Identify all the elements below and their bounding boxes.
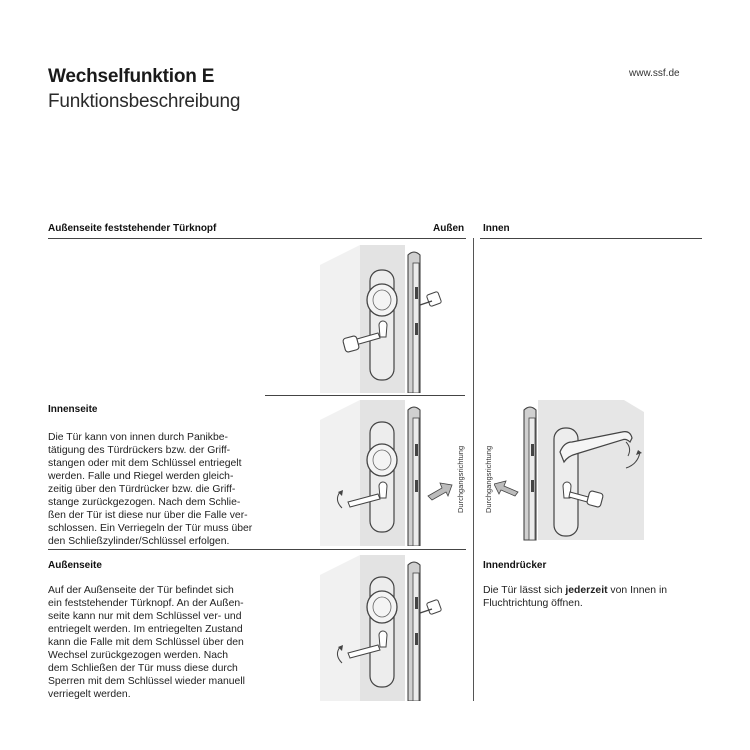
divider-top-left [48,238,466,239]
outside-knob-opening-illustration [300,400,460,546]
divider-top-right [480,238,702,239]
faceplate [529,418,535,540]
bolt [531,480,534,492]
text-line: Die Tür kann von innen durch Panikbe- [48,432,229,443]
latch [415,444,418,456]
text-line: den Schließzylinder/Schlüssel erfolgen. [48,536,230,547]
aussenseite-description [48,584,260,701]
key-bow-edge [426,291,441,306]
door-shade [320,555,360,701]
cylinder [379,321,387,337]
bolt [415,323,418,335]
outside-knob-illustration [300,245,460,393]
bolt [415,633,418,645]
inside-lever-illustration [494,400,654,546]
text-line: zeitig über den Türdrücker bzw. die Griff- [48,484,236,495]
bolt [415,480,418,492]
latch [415,597,418,609]
cylinder [379,482,387,498]
knob [367,284,397,316]
text-line: schlossen. Ein Verriegeln der Tür muss über [48,523,253,534]
outside-knob-key-illustration [300,555,460,701]
page-subtitle: Funktionsbeschreibung [48,91,241,112]
page-title: Wechselfunktion E [48,66,215,87]
text-emphasis: jederzeit [565,585,608,596]
text-line: werden. Falle und Riegel werden gleich- [48,471,234,482]
divider-diagram-1 [265,395,465,396]
door-shade [320,245,360,393]
knob [367,591,397,623]
divider-middle [48,549,466,550]
text-line: verriegelt werden. [48,689,131,700]
latch [531,444,534,456]
column-label-inside: Innen [483,223,510,234]
column-divider [473,238,474,701]
key-bow-edge [426,599,441,614]
section-heading-aussenseite: Außenseite [48,560,102,571]
text-run: Die Tür lässt sich [483,585,566,596]
text-line: ßen der Tür ist diese nur über die Falle ver- [48,510,248,521]
direction-label-outside: Durchgangsrichtung [456,445,465,513]
section-heading-innenseite: Innenseite [48,404,98,415]
text-line: Wechsel zurückgezogen werden. Nach [48,650,229,661]
knob [367,444,397,476]
escutcheon-plate [370,422,394,532]
text-line: Sperren mit dem Schlüssel wieder manuell [48,676,245,687]
door-shade [320,400,360,546]
innenseite-description [48,431,260,548]
text-line: stange zurückgezogen. Nach dem Schlie- [48,497,241,508]
text-line: tätigung des Türdrückers bzw. der Griff- [48,445,231,456]
text-line [483,584,703,597]
direction-arrow [494,481,518,496]
text-line: ein feststehender Türknopf. An der Außen- [48,598,244,609]
text-line: seite kann nur mit dem Schlüssel ver- und [48,611,242,622]
text-line: entriegelt werden. Im entriegelten Zustand [48,624,243,635]
text-line: Auf der Außenseite der Tür befindet sich [48,585,234,596]
text-line: kann die Falle mit dem Schlüssel über den [48,637,244,648]
column-label-outside: Außen [433,223,465,234]
text-run: von Innen in [607,585,668,596]
key-bow [342,335,359,352]
direction-arrow [428,483,452,500]
cylinder [379,631,387,647]
text-line: stangen oder mit dem Schlüssel entriegelt [48,458,242,469]
innendruecker-description [483,584,703,610]
text-line: Fluchtrichtung öffnen. [483,598,583,609]
key-bow [586,490,603,507]
website-link[interactable]: www.ssf.de [629,68,680,79]
text-line: dem Schließen der Tür muss diese durch [48,663,238,674]
latch [415,287,418,299]
section-heading-innendruecker: Innendrücker [483,560,547,571]
direction-label-inside: Durchgangsrichtung [484,445,493,513]
section-heading-outside-knob: Außenseite feststehender Türknopf [48,223,217,234]
